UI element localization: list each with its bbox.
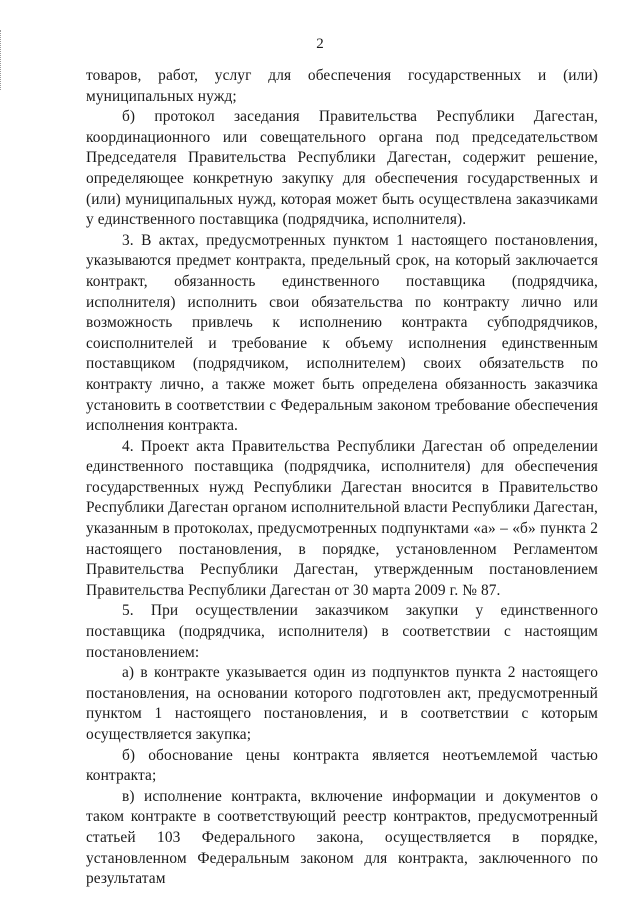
paragraph-5: 5. При осуществлении заказчиком закупки у единственного поставщика (подрядчика, исполнителя) в соответствии с настоящим постановлением:	[86, 602, 598, 661]
paragraph-2b: б) протокол заседания Правительства Республики Дагестан, координационного или совещательного органа под председательством Председателя Правительства Республики Дагестан, содержит решение, определяющее конкретную закупку для обеспечения государственных и (или) муниципальных нужд, которая может быть осуществлена заказчиками у единственного поставщика (подрядчика, исполнителя).	[86, 108, 598, 229]
paragraph-5b: б) обоснование цены контракта является неотъемлемой частью контракта;	[86, 746, 598, 785]
page-number: 2	[316, 36, 324, 52]
paragraph-5a: а) в контракте указывается один из подпунктов пункта 2 настоящего постановления, на основании которого подготовлен акт, предусмотренный пунктом 1 настоящего постановления, и в соответствии с которым осуществляется закупка;	[86, 664, 598, 743]
paragraph-3: 3. В актах, предусмотренных пунктом 1 настоящего постановления, указываются предмет контракта, предельный срок, на который заключается контракт, обязанность единственного поставщика (подрядчика, исполнителя) исполнить свои обязательства по контракту лично или возможность привлечь к исполнению контракта субподрядчиков, соисполнителей и требование к объему исполнения единственным поставщиком (подрядчиком, исполнителем) своих обязательств по контракту лично, а также может быть определена обязанность заказчика установить в соответствии с Федеральным законом требование обеспечения исполнения контракта.	[86, 231, 598, 435]
paragraph-5v: в) исполнение контракта, включение информации и документов о таком контракте в соответствующий реестр контрактов, предусмотренный статьей 103 Федерального закона, осуществляется в порядке, установленном Федеральным законом для контракта, заключенного по результатам	[86, 787, 598, 888]
document-body	[86, 66, 598, 890]
paragraph-4: 4. Проект акта Правительства Республики Дагестан об определении единственного поставщика (подрядчика, исполнителя) для обеспечения государственных нужд Республики Дагестан вносится в Правительство Республики Дагестан органом исполнительной власти Республики Дагестан, указанным в протоколах, предусмотренных подпунктами «а» – «б» пункта 2 настоящего постановления, в порядке, установленном Регламентом Правительства Республики Дагестан, утвержденным постановлением Правительства Республики Дагестан от 30 марта 2009 г. № 87.	[86, 437, 598, 599]
paragraph-continuation: товаров, работ, услуг для обеспечения государственных и (или) муниципальных нужд;	[86, 67, 598, 105]
